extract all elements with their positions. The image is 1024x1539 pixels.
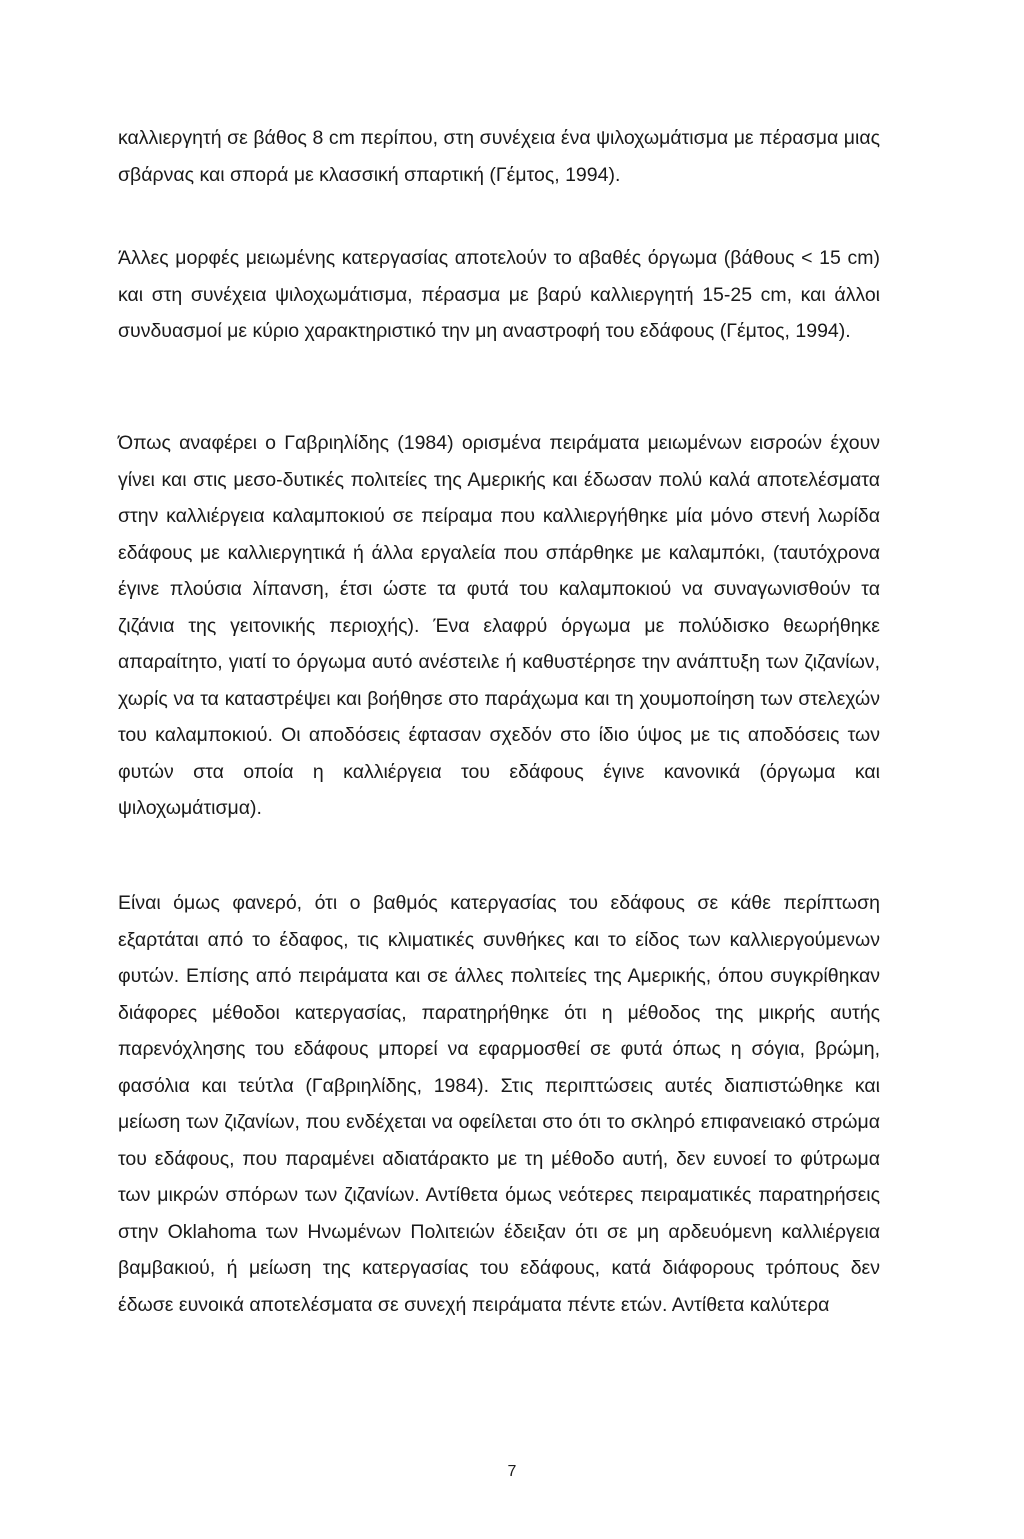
paragraph-1: καλλιεργητή σε βάθος 8 cm περίπου, στη συνέχεια ένα ψιλοχωμάτισμα με πέρασμα μιας σβάρνας και σπορά με κλασσική σπαρτική (Γέμτος, 1994). xyxy=(118,127,880,186)
paragraph-2: Άλλες μορφές μειωμένης κατεργασίας αποτελούν το αβαθές όργωμα (βάθους < 15 cm) και στη συνέχεια ψιλοχωμάτισμα, πέρασμα με βαρύ καλλιεργητή 15-25 cm, και άλλοι συνδυασμοί με κύριο χαρακτηριστικό την μη αναστροφή του εδάφους (Γέμτος, 1994). xyxy=(118,247,880,342)
paragraph-3: Όπως αναφέρει ο Γαβριηλίδης (1984) ορισμένα πειράματα μειωμένων εισροών έχουν γίνει και στις μεσο-δυτικές πολιτείες της Αμερικής και έδωσαν πολύ καλά αποτελέσματα στην καλλιέργεια καλαμποκιού σε πείραμα που καλλιεργήθηκε μία μόνο στενή λωρίδα εδάφους με καλλιεργητικά ή άλλα εργαλεία που σπάρθηκε με καλαμπόκι, (ταυτόχρονα έγινε πλούσια λίπανση, έτσι ώστε τα φυτά του καλαμποκιού να συναγωνισθούν τα ζιζάνια της γειτονικής περιοχής). Ένα ελαφρύ όργωμα με πολύδισκο θεωρήθηκε απαραίτητο, γιατί το όργωμα αυτό ανέστειλε ή καθυστέρησε την ανάπτυξη των ζιζανίων, χωρίς να τα καταστρέψει και βοήθησε στο παράχωμα και τη χουμοποίηση των στελεχών του καλαμποκιού. Οι αποδόσεις έφτασαν σχεδόν στο ίδιο ύψος με τις αποδόσεις των φυτών στα οποία η καλλιέργεια του εδάφους έγινε κανονικά (όργωμα και ψιλοχωμάτισμα). xyxy=(118,432,880,819)
paragraph-4: Είναι όμως φανερό, ότι ο βαθμός κατεργασίας του εδάφους σε κάθε περίπτωση εξαρτάται από το έδαφος, τις κλιματικές συνθήκες και το είδος των καλλιεργούμενων φυτών. Επίσης από πειράματα και σε άλλες πολιτείες της Αμερικής, όπου συγκρίθηκαν διάφορες μέθοδοι κατεργασίας, παρατηρήθηκε ότι η μέθοδος της μικρής αυτής παρενόχλησης του εδάφους μπορεί να εφαρμοσθεί σε φυτά όπως η σόγια, βρώμη, φασόλια και τεύτλα (Γαβριηλίδης, 1984). Στις περιπτώσεις αυτές διαπιστώθηκε και μείωση των ζιζανίων, που ενδέχεται να οφείλεται στο ότι το σκληρό επιφανειακό στρώμα του εδάφους, που παραμένει αδιατάρακτο με τη μέθοδο αυτή, δεν ευνοεί το φύτρωμα των μικρών σπόρων των ζιζανίων. Αντίθετα όμως νεότερες πειραματικές παρατηρήσεις στην Oklahoma των Ηνωμένων Πολιτειών έδειξαν ότι σε μη αρδευόμενη καλλιέργεια βαμβακιού, ή μείωση της κατεργασίας του εδάφους, κατά διάφορους τρόπους δεν έδωσε ευνοικά αποτελέσματα σε συνεχή πειράματα πέντε ετών. Αντίθετα καλύτερα xyxy=(118,892,880,1316)
page-number: 7 xyxy=(507,1463,517,1480)
